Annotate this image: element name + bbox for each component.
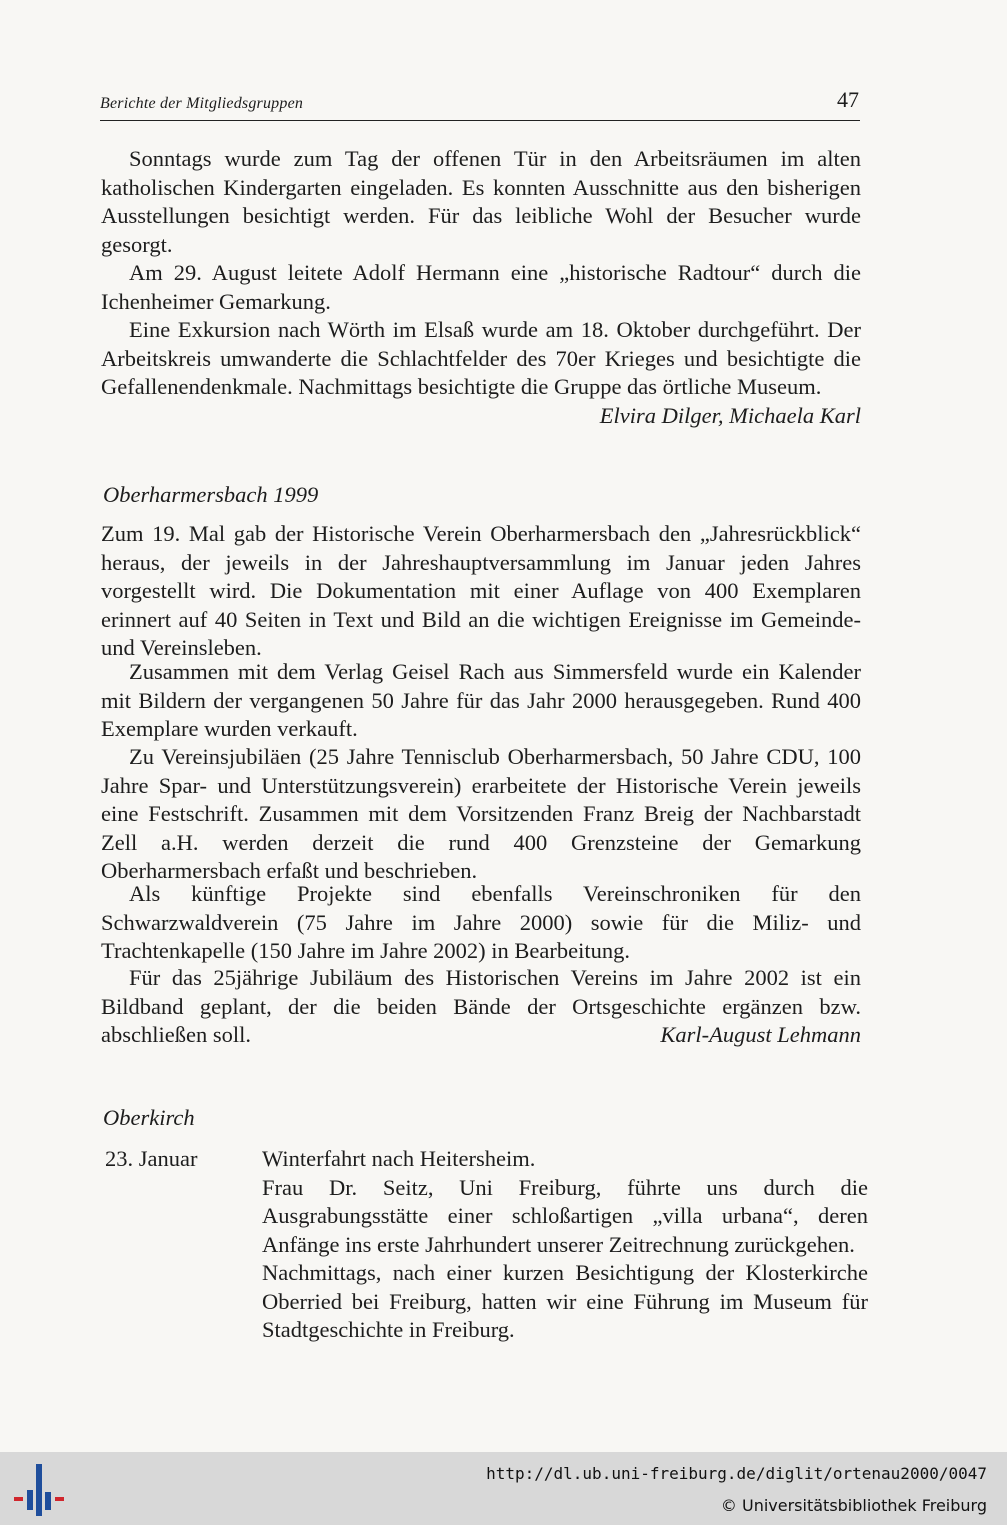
- copyright-notice: © Universitätsbibliothek Freiburg: [720, 1496, 987, 1515]
- oberharmersbach-paragraph-4: Als künftige Projekte sind ebenfalls Vereinschroniken für den Schwarzwaldverein (75 Jahre im Jahre 2000) sowie für die Miliz- und Trachtenkapelle (150 Jahre im Jahre 2002) in Bearbeitung.: [101, 881, 861, 963]
- intro-paragraph-2: Am 29. August leitete Adolf Hermann eine „historische Radtour“ durch die Ichenheimer Gemarkung.: [101, 260, 861, 314]
- oberharmersbach-paragraph-1: Zum 19. Mal gab der Historische Verein Oberharmersbach den „Jahresrückblick“ heraus, der jeweils in der Jahreshauptversammlung im Januar jeden Jahres vorgestellt wird. Die Dokumentation mit einer Auflage von 400 Exemplaren erinnert auf 40 Seiten in Text und Bild an die wichtigen Ereignisse im Gemeinde- und Vereinsleben.: [101, 521, 861, 660]
- intro-signature: Elvira Dilger, Michaela Karl: [599, 402, 861, 428]
- ub-freiburg-logo-icon: [14, 1464, 64, 1516]
- running-head: Berichte der Mitgliedsgruppen: [100, 95, 304, 112]
- header-rule: [100, 120, 860, 121]
- entry-date: 23. Januar: [105, 1146, 198, 1171]
- document-url-link[interactable]: http://dl.ub.uni-freiburg.de/diglit/ortenau2000/0047: [486, 1464, 987, 1483]
- oberharmersbach-paragraph-2: Zusammen mit dem Verlag Geisel Rach aus Simmersfeld wurde ein Kalender mit Bildern der vergangenen 50 Jahre für das Jahr 2000 herausgegeben. Rund 400 Exemplare wurden verkauft.: [101, 659, 861, 741]
- section-title-oberharmersbach: Oberharmersbach 1999: [103, 482, 319, 507]
- intro-paragraph-3: [101, 316, 861, 430]
- oberharmersbach-paragraph-5: [101, 964, 861, 1050]
- section-title-oberkirch: Oberkirch: [103, 1105, 195, 1130]
- entry-line-1: Winterfahrt nach Heitersheim.: [262, 1146, 536, 1171]
- page-number: 47: [837, 87, 859, 112]
- oberharmersbach-signature: Karl-August Lehmann: [660, 1022, 861, 1047]
- entry-body: [262, 1145, 868, 1345]
- entry-line-3: Nachmittags, nach einer kurzen Besichtigung der Klosterkirche Oberried bei Freiburg, hatten wir eine Führung im Museum für Stadtgeschichte in Freiburg.: [262, 1260, 868, 1342]
- intro-paragraph-1: Sonntags wurde zum Tag der offenen Tür in den Arbeitsräumen im alten katholischen Kindergarten eingeladen. Es konnten Ausschnitte aus den bisherigen Ausstellungen besichtigt werden. Für das leibliche Wohl der Besucher wurde gesorgt.: [101, 146, 861, 257]
- intro-paragraph-3-text: Eine Exkursion nach Wörth im Elsaß wurde am 18. Oktober durchgeführt. Der Arbeitskreis umwanderte die Schlachtfelder des 70er Krieges und besichtigte die Gefallenendenkmale. Nachmittags besichtigte die Gruppe das örtliche Museum.: [101, 317, 861, 399]
- oberharmersbach-paragraph-5-text: Für das 25jährige Jubiläum des Historischen Vereins im Jahre 2002 ist ein Bildband geplant, der die beiden Bände der Ortsgeschichte ergänzen bzw. abschließen soll.: [101, 965, 861, 1047]
- viewer-footer: [0, 1452, 1007, 1525]
- oberharmersbach-paragraph-3: Zu Vereinsjubiläen (25 Jahre Tennisclub Oberharmersbach, 50 Jahre CDU, 100 Jahre Spar- und Unterstützungsverein) erarbeitete der Historische Verein jeweils eine Festschrift. Zusammen mit dem Vorsitzenden Franz Breig der Nachbarstadt Zell a.H. werden derzeit die rund 400 Grenzsteine der Gemarkung Oberharmersbach erfaßt und beschrieben.: [101, 744, 861, 883]
- entry-line-2: Frau Dr. Seitz, Uni Freiburg, führte uns durch die Ausgrabungsstätte einer schloßartigen „villa urbana“, deren Anfänge ins erste Jahrhundert unserer Zeitrechnung zurückgehen.: [262, 1174, 868, 1257]
